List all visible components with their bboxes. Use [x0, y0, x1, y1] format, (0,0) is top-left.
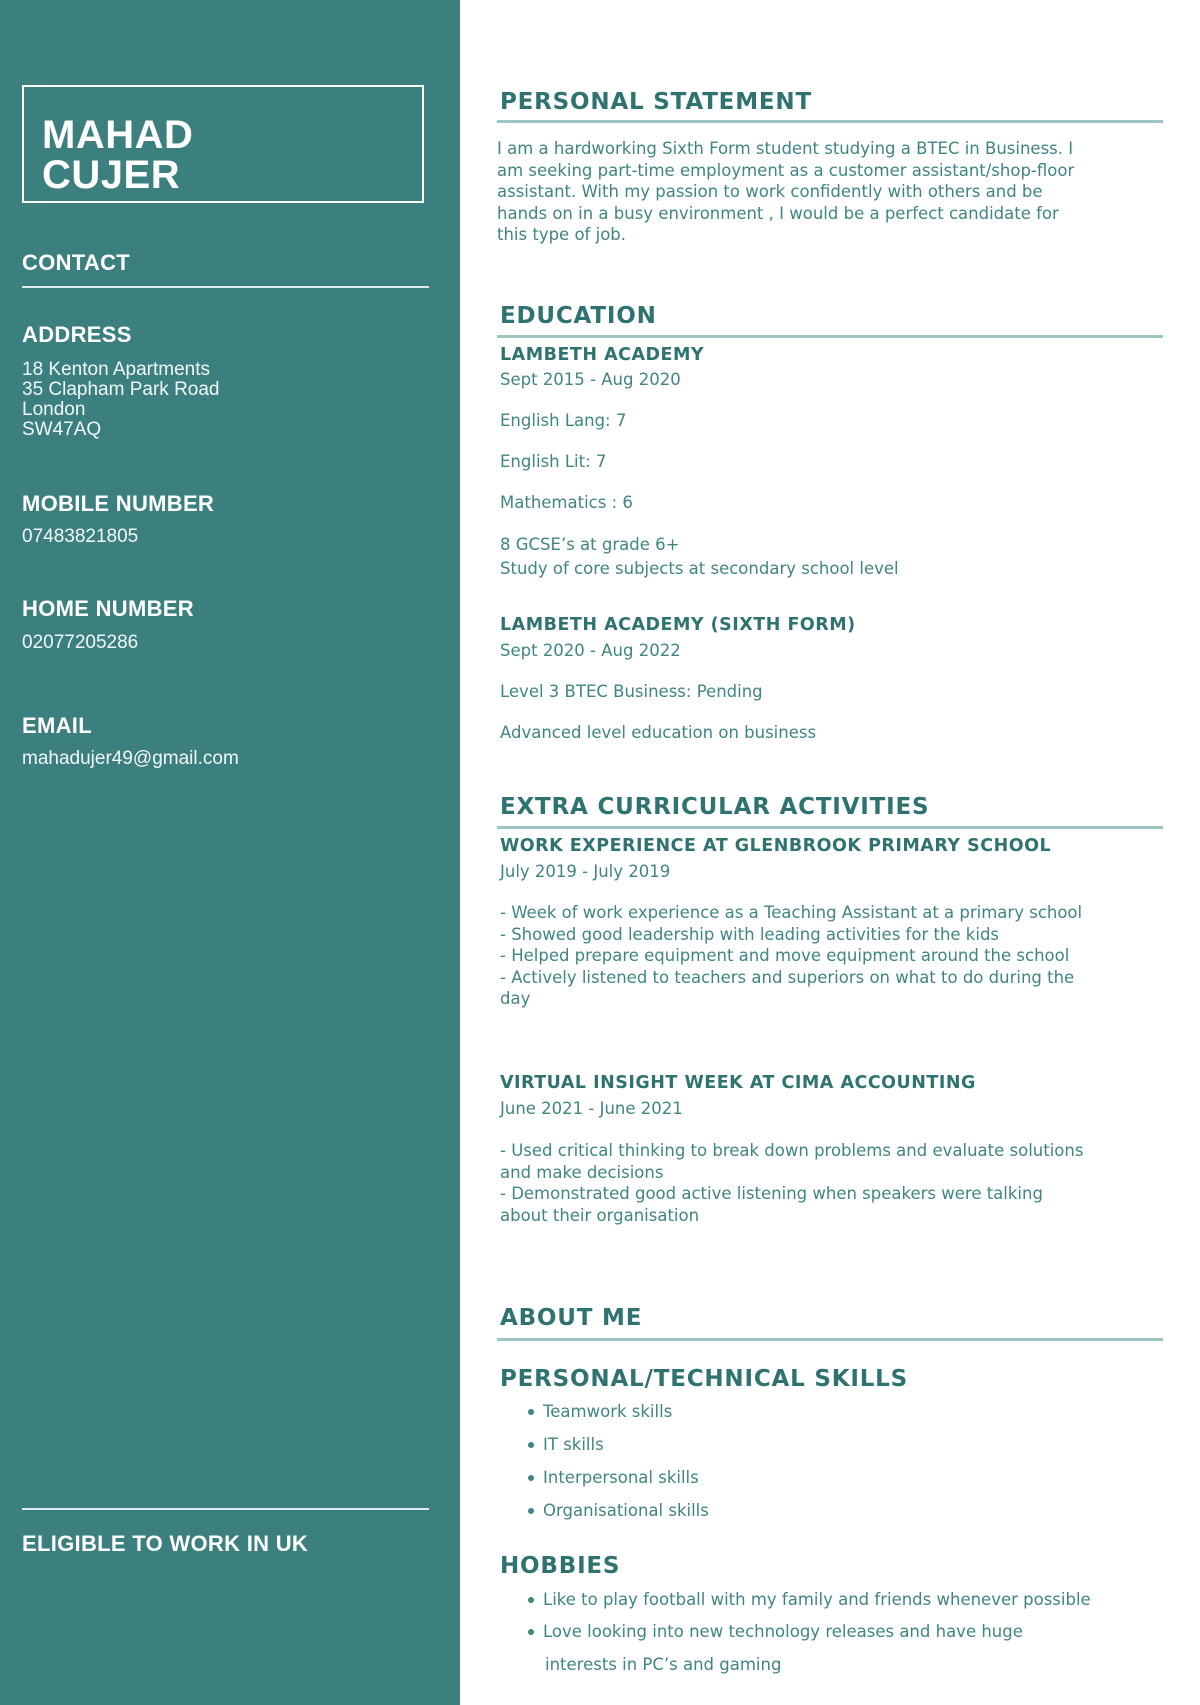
- activity-description: [500, 902, 1170, 1010]
- section-divider: [497, 1338, 1163, 1341]
- eligibility-divider: [22, 1508, 429, 1510]
- about-heading: ABOUT ME: [500, 1305, 643, 1331]
- name-box: [22, 85, 424, 203]
- statement-line: am seeking part-time employment as a customer assistant/shop-floor: [497, 160, 1075, 180]
- skill-item: Interpersonal skills: [528, 1467, 699, 1489]
- bullet-icon: [528, 1508, 534, 1514]
- mobile-heading: MOBILE NUMBER: [22, 491, 215, 516]
- bullet-icon: [528, 1442, 534, 1448]
- school-name: LAMBETH ACADEMY: [500, 345, 705, 365]
- activity-line: and make decisions: [500, 1162, 664, 1182]
- personal-statement-text: [497, 138, 1167, 246]
- address-line: London: [22, 399, 86, 420]
- gcse-summary: 8 GCSE’s at grade 6+: [500, 535, 680, 554]
- activity-dates: June 2021 - June 2021: [500, 1099, 683, 1118]
- address-line: SW47AQ: [22, 419, 102, 440]
- grade-item: English Lang: 7: [500, 411, 627, 430]
- skill-item: Teamwork skills: [528, 1401, 672, 1423]
- bullet-icon: [528, 1597, 534, 1603]
- main-content: [460, 0, 1200, 1705]
- section-divider: [497, 335, 1163, 338]
- activity-line: - Actively listened to teachers and superiors on what to do during the: [500, 967, 1075, 987]
- school-name: LAMBETH ACADEMY (SIXTH FORM): [500, 615, 856, 635]
- name-last: CUJER: [42, 153, 181, 197]
- education-heading: EDUCATION: [500, 303, 657, 329]
- home-heading: HOME NUMBER: [22, 596, 194, 621]
- grade-item: Mathematics : 6: [500, 493, 633, 512]
- hobby-item: Love looking into new technology releases and have huge: [528, 1621, 1023, 1643]
- statement-line: assistant. With my passion to work confidently with others and be: [497, 182, 1043, 201]
- gcse-detail: Study of core subjects at secondary school level: [500, 559, 899, 578]
- grade-item: English Lit: 7: [500, 452, 607, 471]
- activity-dates: July 2019 - July 2019: [500, 862, 671, 881]
- statement-line: hands on in a busy environment , I would be a perfect candidate for: [497, 203, 1059, 223]
- bullet-icon: [528, 1475, 534, 1481]
- address-heading: ADDRESS: [22, 322, 132, 347]
- extracurricular-heading: EXTRA CURRICULAR ACTIVITIES: [500, 794, 930, 820]
- hobby-item: Like to play football with my family and friends whenever possible: [528, 1589, 1091, 1611]
- activity-line: - Helped prepare equipment and move equipment around the school: [500, 946, 1070, 965]
- eligibility-text: ELIGIBLE TO WORK IN UK: [22, 1531, 309, 1556]
- bullet-icon: [528, 1629, 534, 1635]
- activity-line: about their organisation: [500, 1205, 700, 1225]
- statement-line: this type of job.: [497, 225, 627, 244]
- activity-line: - Used critical thinking to break down problems and evaluate solutions: [500, 1141, 1084, 1160]
- school-dates: Sept 2020 - Aug 2022: [500, 641, 681, 660]
- course-item: Level 3 BTEC Business: Pending: [500, 682, 763, 701]
- activity-line: - Week of work experience as a Teaching Assistant at a primary school: [500, 903, 1083, 922]
- name-first: MAHAD: [42, 113, 194, 157]
- skills-heading: PERSONAL/TECHNICAL SKILLS: [500, 1366, 909, 1392]
- contact-heading: CONTACT: [22, 250, 131, 275]
- mobile-number: 07483821805: [22, 526, 139, 547]
- statement-line: I am a hardworking Sixth Form student studying a BTEC in Business. I: [497, 139, 1074, 158]
- activity-line: - Demonstrated good active listening when speakers were talking: [500, 1184, 1043, 1203]
- personal-statement-heading: PERSONAL STATEMENT: [500, 89, 812, 115]
- school-dates: Sept 2015 - Aug 2020: [500, 370, 681, 389]
- section-divider: [497, 826, 1163, 829]
- skill-item: IT skills: [528, 1434, 604, 1456]
- contact-divider: [22, 286, 429, 288]
- address-line: 35 Clapham Park Road: [22, 379, 220, 400]
- activity-line: - Showed good leadership with leading activities for the kids: [500, 924, 1000, 944]
- activity-title: WORK EXPERIENCE AT GLENBROOK PRIMARY SCHOOL: [500, 836, 1052, 856]
- email-heading: EMAIL: [22, 713, 92, 738]
- sidebar: [0, 0, 460, 1705]
- hobby-item-continued: interests in PC’s and gaming: [545, 1655, 782, 1674]
- home-number: 02077205286: [22, 632, 139, 653]
- activity-title: VIRTUAL INSIGHT WEEK AT CIMA ACCOUNTING: [500, 1073, 976, 1093]
- activity-line: day: [500, 989, 531, 1008]
- skill-item: Organisational skills: [528, 1500, 709, 1522]
- activity-description: [500, 1140, 1170, 1226]
- section-divider: [497, 120, 1163, 123]
- email-address: mahadujer49@gmail.com: [22, 748, 239, 769]
- course-detail: Advanced level education on business: [500, 723, 817, 742]
- address-line: 18 Kenton Apartments: [22, 359, 211, 380]
- hobbies-heading: HOBBIES: [500, 1553, 621, 1579]
- bullet-icon: [528, 1409, 534, 1415]
